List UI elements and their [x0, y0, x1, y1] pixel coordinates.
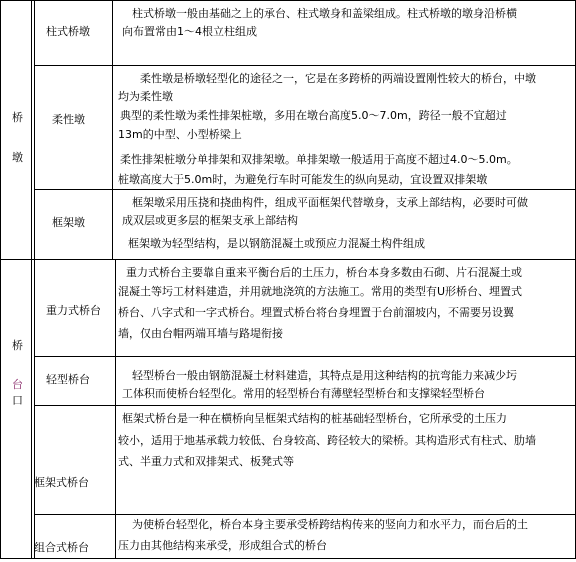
- description-line: 柔性墩是桥墩轻型化的途径之一，它是在多跨桥的两端设置刚性较大的桥台，中墩: [140, 72, 536, 85]
- description-line: 桥台、八字式和一字式桥台。埋置式桥台将台身埋置于台前溜坡内，不需要另设翼: [118, 306, 514, 319]
- description-line: 成双层或更多层的框架支承上部结构: [122, 214, 298, 227]
- row-name: 框架式桥台: [34, 476, 89, 489]
- description-line: 框架式桥台是一种在横桥向呈框架式结构的桩基础轻型桥台，它所承受的土压力: [122, 412, 507, 425]
- description-line: 框架墩为轻型结构，是以钢筋混凝土或预应力混凝土构件组成: [128, 237, 425, 250]
- row-name: 柔性墩: [52, 113, 85, 126]
- description-line: 工体积而使桥台轻型化。常用的轻型桥台有薄壁轻型桥台和支撑梁轻型桥台: [122, 387, 485, 400]
- description-line: 柔性排架桩墩分单排架和双排架墩。单排架墩一般适用于高度不超过4.0～5.0m。: [120, 153, 518, 166]
- description-line: 柱式桥墩一般由基础之上的承台、柱式墩身和盖梁组成。柱式桥墩的墩身沿桥横: [132, 7, 517, 20]
- group-label: 桥: [12, 339, 23, 352]
- table-border-bottom: [0, 558, 576, 559]
- row-divider: [34, 356, 576, 357]
- description-line: 框架墩采用压挠和挠曲构件，组成平面框架代替墩身，支承上部结构，必要时可做: [132, 196, 528, 209]
- description-line: 较小，适用于地基承载力较低、台身较高、跨径较大的梁桥。其构造形式有柱式、肋墙: [118, 434, 536, 447]
- group-label: 台: [12, 378, 23, 391]
- table-border-top: [0, 0, 576, 1]
- row-divider: [34, 514, 576, 515]
- description-line: 向布置常由1～4根立柱组成: [122, 25, 257, 38]
- col-divider: [112, 0, 113, 259]
- description-line: 墙，仅由台帽两端耳墙与路堤衔接: [118, 327, 283, 340]
- description-line: 13m的中型、小型桥梁上: [118, 128, 242, 141]
- row-name: 柱式桥墩: [46, 25, 90, 38]
- group-label-extra: 口: [12, 394, 23, 407]
- group-label: 桥: [12, 111, 23, 124]
- group-divider: [0, 259, 576, 260]
- description-line: 重力式桥台主要靠自重来平衡台后的土压力，桥台本身多数由石砌、片石混凝土或: [126, 266, 522, 279]
- description-line: 桩墩高度大于5.0m时，为避免行车时可能发生的纵向晃动，宜设置双排架墩: [118, 173, 488, 186]
- row-name: 组合式桥台: [34, 541, 89, 554]
- description-line: 式、半重力式和双排架式、板凳式等: [118, 455, 294, 468]
- col-divider: [31, 0, 32, 259]
- row-name: 框架墩: [52, 216, 85, 229]
- description-line: 为使桥台轻型化，桥台本身主要承受桥跨结构传来的竖向力和水平力，而台后的土: [132, 518, 528, 531]
- row-divider: [34, 405, 576, 406]
- col-divider: [31, 260, 32, 558]
- description-line: 典型的柔性墩为柔性排架桩墩，多用在墩台高度5.0～7.0m，跨径一般不宜超过: [120, 109, 507, 122]
- description-line: 轻型桥台一般由钢筋混凝土材料建造，其特点是用这种结构的抗弯能力来减少圬: [132, 369, 517, 382]
- row-divider: [34, 189, 576, 190]
- description-line: 混凝土等圬工材料建造，并用就地浇筑的方法施工。常用的类型有U形桥台、埋置式: [118, 285, 523, 298]
- description-line: 压力由其他结构来承受，形成组合式的桥台: [118, 539, 327, 552]
- col-divider: [34, 0, 35, 259]
- row-name: 重力式桥台: [46, 304, 101, 317]
- row-divider: [34, 65, 576, 66]
- group-label: 墩: [12, 151, 23, 164]
- row-name: 轻型桥台: [46, 373, 90, 386]
- description-line: 均为柔性墩: [118, 90, 173, 103]
- table-border-left: [0, 0, 1, 559]
